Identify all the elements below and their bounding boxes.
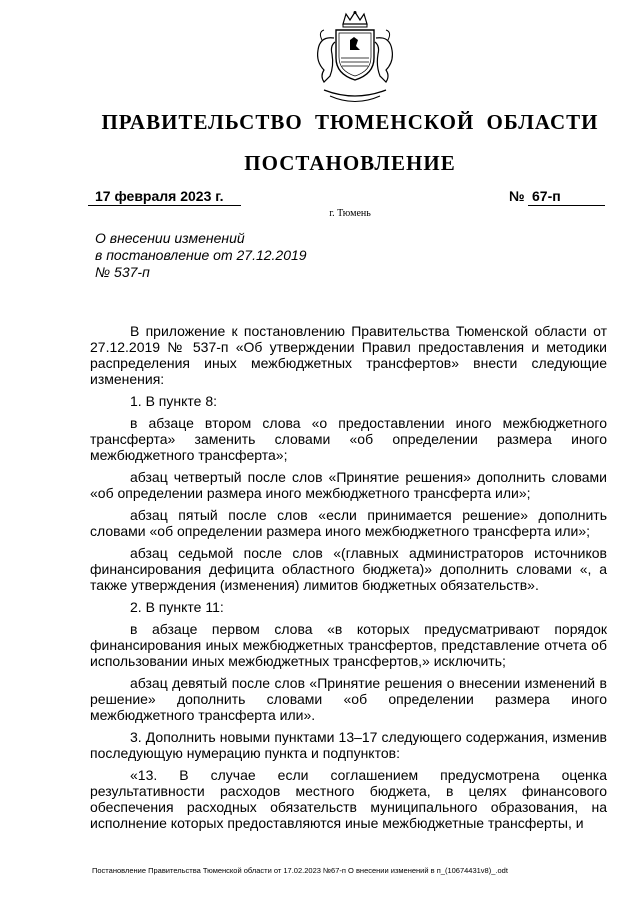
paragraph: абзац седьмой после слов «(главных администраторов источников финансирования дефицита областного бюджета)» дополнить словами «, а также утверждения (изменения) лимитов бюджетных обязательств». [90,545,607,593]
paragraph: абзац четвертый после слов «Принятие решения» дополнить словами «об определении размера иного межбюджетного трансферта или»; [90,469,607,501]
paragraph: В приложение к постановлению Правительства Тюменской области от 27.12.2019 № 537-п «Об утверждении Правил предоставления и методики распределения иных межбюджетных трансфертов» внести следующие изменения: [90,323,607,387]
paragraph: в абзаце первом слова «в которых предусматривают порядок финансирования иных межбюджетных трансфертов, представление отчета об использовании иных межбюджетных трансфертов,» исключить; [90,621,607,669]
document-type: ПОСТАНОВЛЕНИЕ [244,151,456,175]
paragraph: в абзаце втором слова «о предоставлении иного межбюджетного трансферта» заменить словами «об определении размера иного межбюджетного трансферта»; [90,415,607,463]
page-footer: Постановление Правительства Тюменской области от 17.02.2023 №67-п О внесении изменений в п_(10674431v8)_.odt [92,866,508,875]
coat-of-arms-icon [310,10,400,110]
government-title: ПРАВИТЕЛЬСТВО ТЮМЕНСКОЙ ОБЛАСТИ [101,110,599,134]
paragraph: «13. В случае если соглашением предусмотрена оценка результативности расходов местного бюджета, в целях финансового обеспечения расходных обязательств муниципального образования, на исполнение которых предоставляются иные межбюджетные трансферты, и [90,767,607,831]
paragraph: абзац пятый после слов «если принимается решение» дополнить словами «об определении размера иного межбюджетного трансферта или»; [90,507,607,539]
paragraph: абзац девятый после слов «Принятие решения о внесении изменений в решение» дополнить словами «об определении размера иного межбюджетного трансферта или». [90,675,607,723]
subject-line: О внесении изменений [95,230,245,246]
number-sign: № [509,188,525,204]
document-body [90,323,607,837]
paragraph: 1. В пункте 8: [130,393,217,409]
subject-line: № 537-п [95,264,150,280]
document-subject [95,230,355,281]
paragraph: 2. В пункте 11: [130,599,224,615]
document-date: 17 февраля 2023 г. [95,188,224,204]
document-number: 67-п [532,188,561,204]
subject-line: в постановление от 27.12.2019 [95,247,307,263]
city: г. Тюмень [329,208,371,219]
paragraph: 3. Дополнить новыми пунктами 13–17 следующего содержания, изменив последующую нумерацию пункта и подпунктов: [90,729,607,761]
